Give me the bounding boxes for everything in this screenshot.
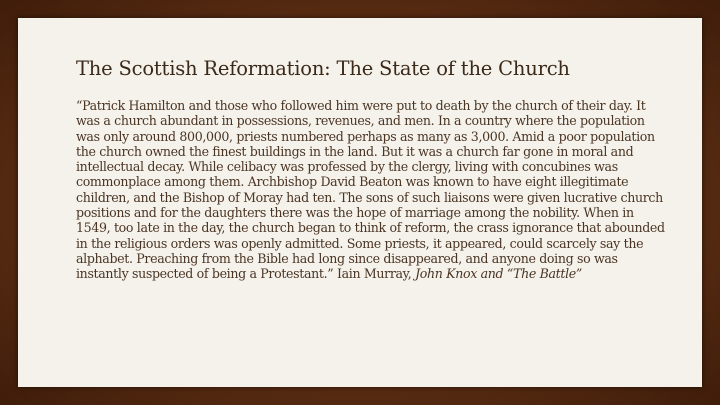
- quote-paragraph: [76, 98, 666, 282]
- slide-title: The Scottish Reformation: The State of the Church: [76, 57, 570, 80]
- slide-content: [76, 56, 666, 282]
- quote-source: John Knox and “The Battle”: [415, 266, 582, 282]
- slide-frame: [18, 18, 702, 387]
- quote-text: “Patrick Hamilton and those who followed him were put to death by the church of their day. It was a church abundant in possessions, revenues, and men. In a country where the population was only around 800,000, priests numbered perhaps as many as 3,000. Amid a poor population the church owned the finest buildings in the land. But it was a church far gone in moral and intellectual decay. While celibacy was professed by the clergy, living with concubines was commonplace among them. Archbishop David Beaton was known to have eight illegitimate children, and the Bishop of Moray had ten. The sons of such liaisons were given lucrative church positions and for the daughters there was the hope of marriage among the nobility. When in 1549, too late in the day, the church began to think of reform, the crass ignorance that abounded in the religious orders was openly admitted. Some priests, it appeared, could scarcely say the alphabet. Preaching from the Bible had long since disappeared, and anyone doing so was instantly suspected of being a Protestant.”: [76, 98, 665, 282]
- quote-author: Iain Murray,: [333, 266, 416, 282]
